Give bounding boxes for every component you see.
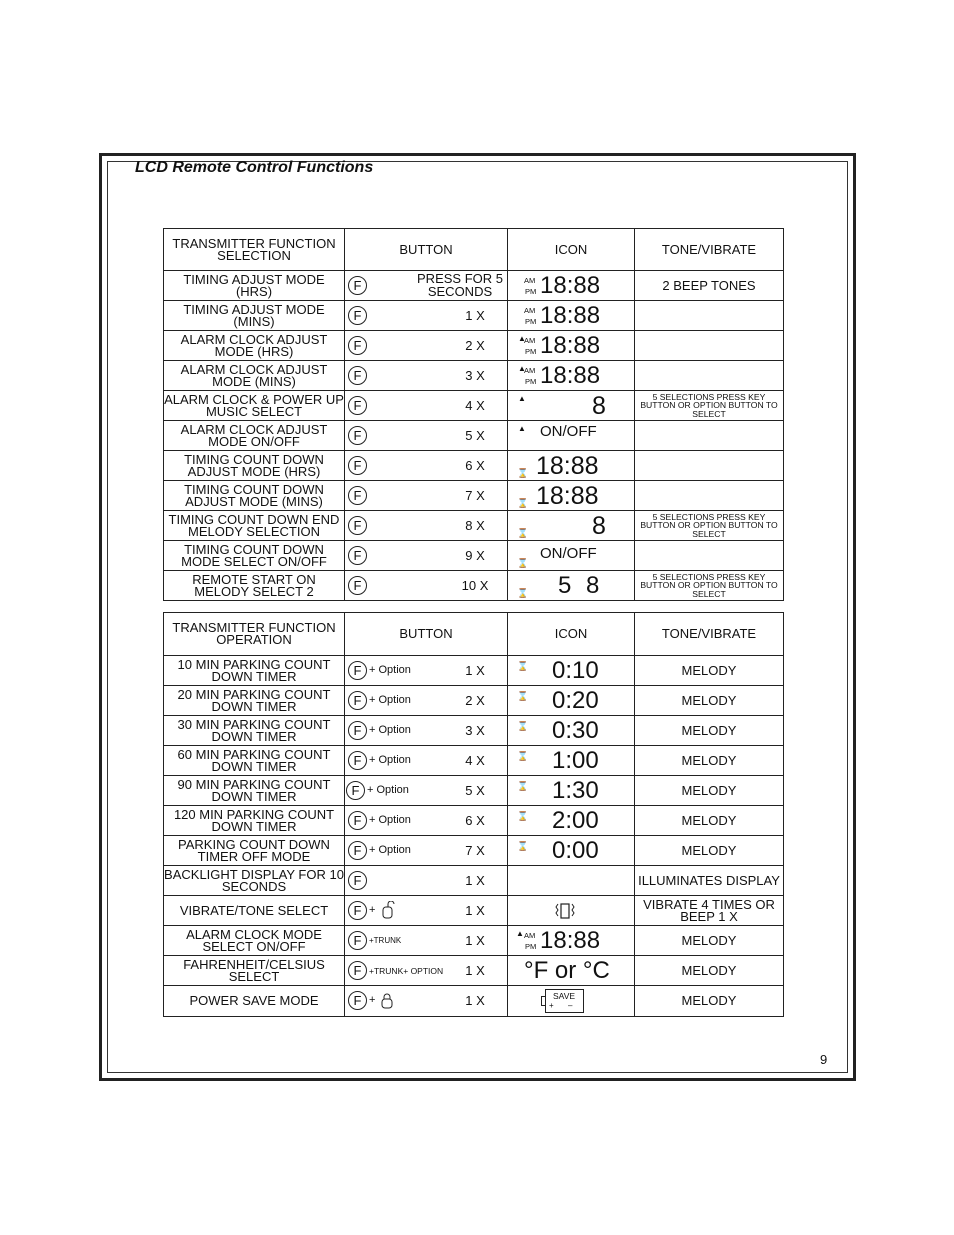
table-row [164, 301, 784, 331]
press-count: 1 X [465, 962, 485, 978]
tone-vibrate [635, 421, 784, 451]
tone-vibrate: MELODY [635, 836, 784, 866]
lcd-display: 0:00 [552, 836, 599, 864]
lcd-display: 0:20 [552, 686, 599, 714]
tone-vibrate [635, 451, 784, 481]
function-name: ALARM CLOCK MODE SELECT ON/OFF [164, 926, 345, 956]
tone-vibrate: MELODY [635, 776, 784, 806]
press-count: 4 X [465, 397, 485, 413]
alarm-bell-icon: ▲ [518, 364, 526, 373]
header-icon: ICON [508, 229, 635, 271]
lcd-display: 0:10 [552, 656, 599, 684]
press-count: 10 X [461, 577, 489, 593]
am-pm-indicator: AM PM [524, 365, 537, 386]
header-tone: TONE/VIBRATE [635, 613, 784, 656]
tone-vibrate: 5 SELECTIONS PRESS KEY BUTTON OR OPTION BUTTON TO SELECT [635, 571, 784, 601]
f-button-icon: F [348, 516, 367, 535]
function-name: 10 MIN PARKING COUNT DOWN TIMER [164, 656, 345, 686]
hourglass-icon: ⌛ [517, 497, 529, 508]
press-count: 1 X [465, 993, 485, 1008]
table-row [164, 391, 784, 421]
option-button-label: + Option [367, 783, 409, 796]
tone-vibrate [635, 361, 784, 391]
option-button-label: + Option [369, 753, 411, 766]
table-row [164, 361, 784, 391]
hourglass-icon: ⌛ [517, 720, 529, 731]
page-title: LCD Remote Control Functions [135, 159, 374, 176]
function-name: ALARM CLOCK & POWER UP MUSIC SELECT [164, 391, 344, 419]
table-row [164, 836, 784, 866]
f-button-icon: F [346, 781, 365, 800]
tone-vibrate: MELODY [635, 656, 784, 686]
table-row [164, 956, 784, 986]
press-count: 2 X [465, 337, 485, 353]
function-name: 120 MIN PARKING COUNT DOWN TIMER [164, 806, 345, 836]
press-count: 3 X [465, 367, 485, 383]
hourglass-icon: ⌛ [517, 690, 529, 701]
tone-vibrate: 5 SELECTIONS PRESS KEY BUTTON OR OPTION BUTTON TO SELECT [635, 391, 784, 421]
table-row [164, 866, 784, 896]
press-count: 6 X [465, 457, 485, 473]
table-row [164, 926, 784, 956]
trunk-option-button-label: +TRUNK+ OPTION [369, 965, 444, 976]
table-row [164, 481, 784, 511]
on-off-display: ON/OFF [540, 422, 597, 440]
tone-vibrate [635, 331, 784, 361]
lcd-display: 18:88 [540, 361, 601, 389]
lcd-display: 18:88 [540, 926, 601, 954]
table-header-row [164, 229, 784, 271]
table-row [164, 451, 784, 481]
table-row [164, 986, 784, 1017]
table-row [164, 511, 784, 541]
lcd-display: 18:88 [540, 331, 601, 359]
f-button-icon: F [348, 546, 367, 565]
tone-vibrate: MELODY [635, 746, 784, 776]
table-row [164, 421, 784, 451]
press-count: 5 X [465, 427, 485, 443]
function-name: 30 MIN PARKING COUNT DOWN TIMER [164, 716, 345, 746]
alarm-bell-icon: ▲ [518, 334, 526, 343]
battery-minus: – [568, 1001, 573, 1010]
press-count: 3 X [465, 722, 485, 738]
hourglass-icon: ⌛ [517, 840, 529, 851]
lock-button-icon [381, 993, 393, 1009]
function-name: ALARM CLOCK ADJUST MODE (HRS) [164, 331, 345, 361]
function-name: FAHRENHEIT/CELSIUS SELECT [164, 956, 345, 986]
button-instruction: PRESS FOR 5 SECONDS [417, 270, 503, 299]
press-count: 1 X [465, 872, 485, 888]
header-tone: TONE/VIBRATE [635, 229, 784, 271]
lcd-digit: 8 [592, 511, 606, 540]
tone-vibrate: MELODY [635, 806, 784, 836]
table-row [164, 331, 784, 361]
function-name: TIMING COUNT DOWN END MELODY SELECTION [164, 511, 345, 541]
unlock-button-icon [381, 901, 395, 919]
temperature-unit-display: °F or °C [524, 956, 610, 984]
function-name: ALARM CLOCK ADJUST MODE ON/OFF [164, 421, 345, 451]
function-selection-table [163, 228, 784, 601]
function-name: 20 MIN PARKING COUNT DOWN TIMER [164, 686, 345, 716]
press-count: 6 X [465, 812, 485, 828]
page-number: 9 [820, 1052, 828, 1067]
f-button-icon: F [348, 811, 367, 830]
f-button-icon: F [348, 276, 367, 295]
battery-plus: + [549, 1001, 554, 1010]
am-pm-indicator: AM PM [524, 930, 537, 951]
function-name: POWER SAVE MODE [164, 986, 345, 1017]
battery-save-icon [545, 989, 584, 1013]
f-button-icon: F [348, 486, 367, 505]
tone-vibrate: 2 BEEP TONES [635, 271, 784, 301]
alarm-bell-icon: ▲ [516, 929, 524, 938]
option-button-label: + Option [369, 663, 411, 676]
press-count: 8 X [465, 517, 485, 533]
hourglass-icon: ⌛ [517, 527, 529, 538]
function-name: REMOTE START ON MELODY SELECT 2 [164, 571, 345, 601]
lcd-digit: 8 [592, 391, 606, 420]
header-function: TRANSMITTER FUNCTION OPERATION [164, 613, 345, 656]
table-row [164, 686, 784, 716]
table-header-row [164, 613, 784, 656]
lcd-display: 5 8 [558, 571, 600, 599]
f-button-icon: F [348, 751, 367, 770]
function-name: BACKLIGHT DISPLAY FOR 10 SECONDS [164, 866, 344, 894]
f-button-icon: F [348, 841, 367, 860]
tone-vibrate [635, 541, 784, 571]
function-name: PARKING COUNT DOWN TIMER OFF MODE [164, 836, 345, 866]
hourglass-icon: ⌛ [517, 780, 529, 791]
vibrate-icon [554, 901, 576, 921]
table-row [164, 656, 784, 686]
f-button-icon: F [348, 426, 367, 445]
press-count: 7 X [465, 487, 485, 503]
battery-terminal [541, 996, 546, 1006]
alarm-bell-icon: ▲ [518, 424, 526, 433]
on-off-display: ON/OFF [540, 544, 597, 562]
f-button-icon: F [348, 871, 367, 890]
lcd-display: 2:00 [552, 806, 599, 834]
tone-vibrate: MELODY [635, 686, 784, 716]
f-button-icon: F [348, 366, 367, 385]
hourglass-icon: ⌛ [517, 660, 529, 671]
table-row [164, 806, 784, 836]
press-count: 1 X [465, 932, 485, 948]
press-count: 1 X [465, 902, 485, 918]
press-count: 1 X [465, 662, 485, 678]
f-button-icon: F [348, 456, 367, 475]
table-row [164, 746, 784, 776]
lcd-display: 18:88 [536, 481, 599, 510]
table-row [164, 716, 784, 746]
tone-vibrate [635, 481, 784, 511]
header-button: BUTTON [345, 229, 508, 271]
alarm-bell-icon: ▲ [518, 394, 526, 403]
plus-sign: + [369, 994, 376, 1006]
tone-vibrate: MELODY [635, 986, 784, 1017]
tone-vibrate: VIBRATE 4 TIMES OR BEEP 1 X [635, 896, 784, 926]
lcd-display: 18:88 [540, 301, 601, 329]
f-button-icon: F [348, 961, 367, 980]
table-row [164, 896, 784, 926]
lcd-display: 1:00 [552, 746, 599, 774]
table-row [164, 776, 784, 806]
table-row [164, 541, 784, 571]
am-pm-indicator: AM PM [524, 275, 537, 296]
press-count: 1 X [465, 307, 485, 323]
hourglass-icon: ⌛ [517, 810, 529, 821]
table-row [164, 571, 784, 601]
press-count: 4 X [465, 752, 485, 768]
f-button-icon: F [348, 576, 367, 595]
icon-empty [508, 866, 635, 896]
tone-vibrate: ILLUMINATES DISPLAY [635, 866, 784, 896]
function-name: 90 MIN PARKING COUNT DOWN TIMER [164, 776, 345, 806]
option-button-label: + Option [369, 693, 411, 706]
function-name: TIMING ADJUST MODE (MINS) [164, 301, 345, 331]
am-pm-indicator: AM PM [524, 305, 537, 326]
lcd-display: 0:30 [552, 716, 599, 744]
tone-vibrate: MELODY [635, 926, 784, 956]
function-name: TIMING COUNT DOWN ADJUST MODE (HRS) [164, 451, 345, 481]
option-button-label: + Option [369, 723, 411, 736]
f-button-icon: F [348, 991, 367, 1010]
function-name: VIBRATE/TONE SELECT [164, 896, 345, 926]
f-button-icon: F [348, 396, 367, 415]
f-button-icon: F [348, 901, 367, 920]
f-button-icon: F [348, 931, 367, 950]
f-button-icon: F [348, 306, 367, 325]
header-icon: ICON [508, 613, 635, 656]
function-name: 60 MIN PARKING COUNT DOWN TIMER [164, 746, 345, 776]
tone-vibrate: MELODY [635, 956, 784, 986]
press-count: 5 X [465, 782, 485, 798]
press-count: 9 X [465, 547, 485, 563]
f-button-icon: F [348, 661, 367, 680]
tone-vibrate: 5 SELECTIONS PRESS KEY BUTTON OR OPTION BUTTON TO SELECT [635, 511, 784, 541]
hourglass-icon: ⌛ [517, 587, 529, 598]
f-button-icon: F [348, 721, 367, 740]
table-row [164, 271, 784, 301]
function-name: ALARM CLOCK ADJUST MODE (MINS) [164, 361, 345, 391]
trunk-button-label: +TRUNK [369, 935, 402, 945]
press-count: 7 X [465, 842, 485, 858]
tone-vibrate: MELODY [635, 716, 784, 746]
function-operation-table [163, 612, 784, 1017]
hourglass-icon: ⌛ [517, 467, 529, 478]
hourglass-icon: ⌛ [517, 557, 529, 568]
save-label: SAVE [553, 991, 576, 1001]
press-count: 2 X [465, 692, 485, 708]
option-button-label: + Option [369, 813, 411, 826]
am-pm-indicator: AM PM [524, 335, 537, 356]
header-button: BUTTON [345, 613, 508, 656]
option-button-label: + Option [369, 843, 411, 856]
plus-sign: + [369, 903, 376, 916]
hourglass-icon: ⌛ [517, 750, 529, 761]
header-function: TRANSMITTER FUNCTION SELECTION [164, 229, 345, 271]
function-name: TIMING COUNT DOWN ADJUST MODE (MINS) [164, 481, 345, 511]
f-button-icon: F [348, 336, 367, 355]
lcd-display: 1:30 [552, 776, 599, 804]
function-name: TIMING COUNT DOWN MODE SELECT ON/OFF [164, 541, 345, 571]
f-button-icon: F [348, 691, 367, 710]
function-name: TIMING ADJUST MODE (HRS) [164, 271, 345, 301]
tone-vibrate [635, 301, 784, 331]
lcd-display: 18:88 [536, 451, 599, 480]
lcd-display: 18:88 [540, 271, 601, 299]
